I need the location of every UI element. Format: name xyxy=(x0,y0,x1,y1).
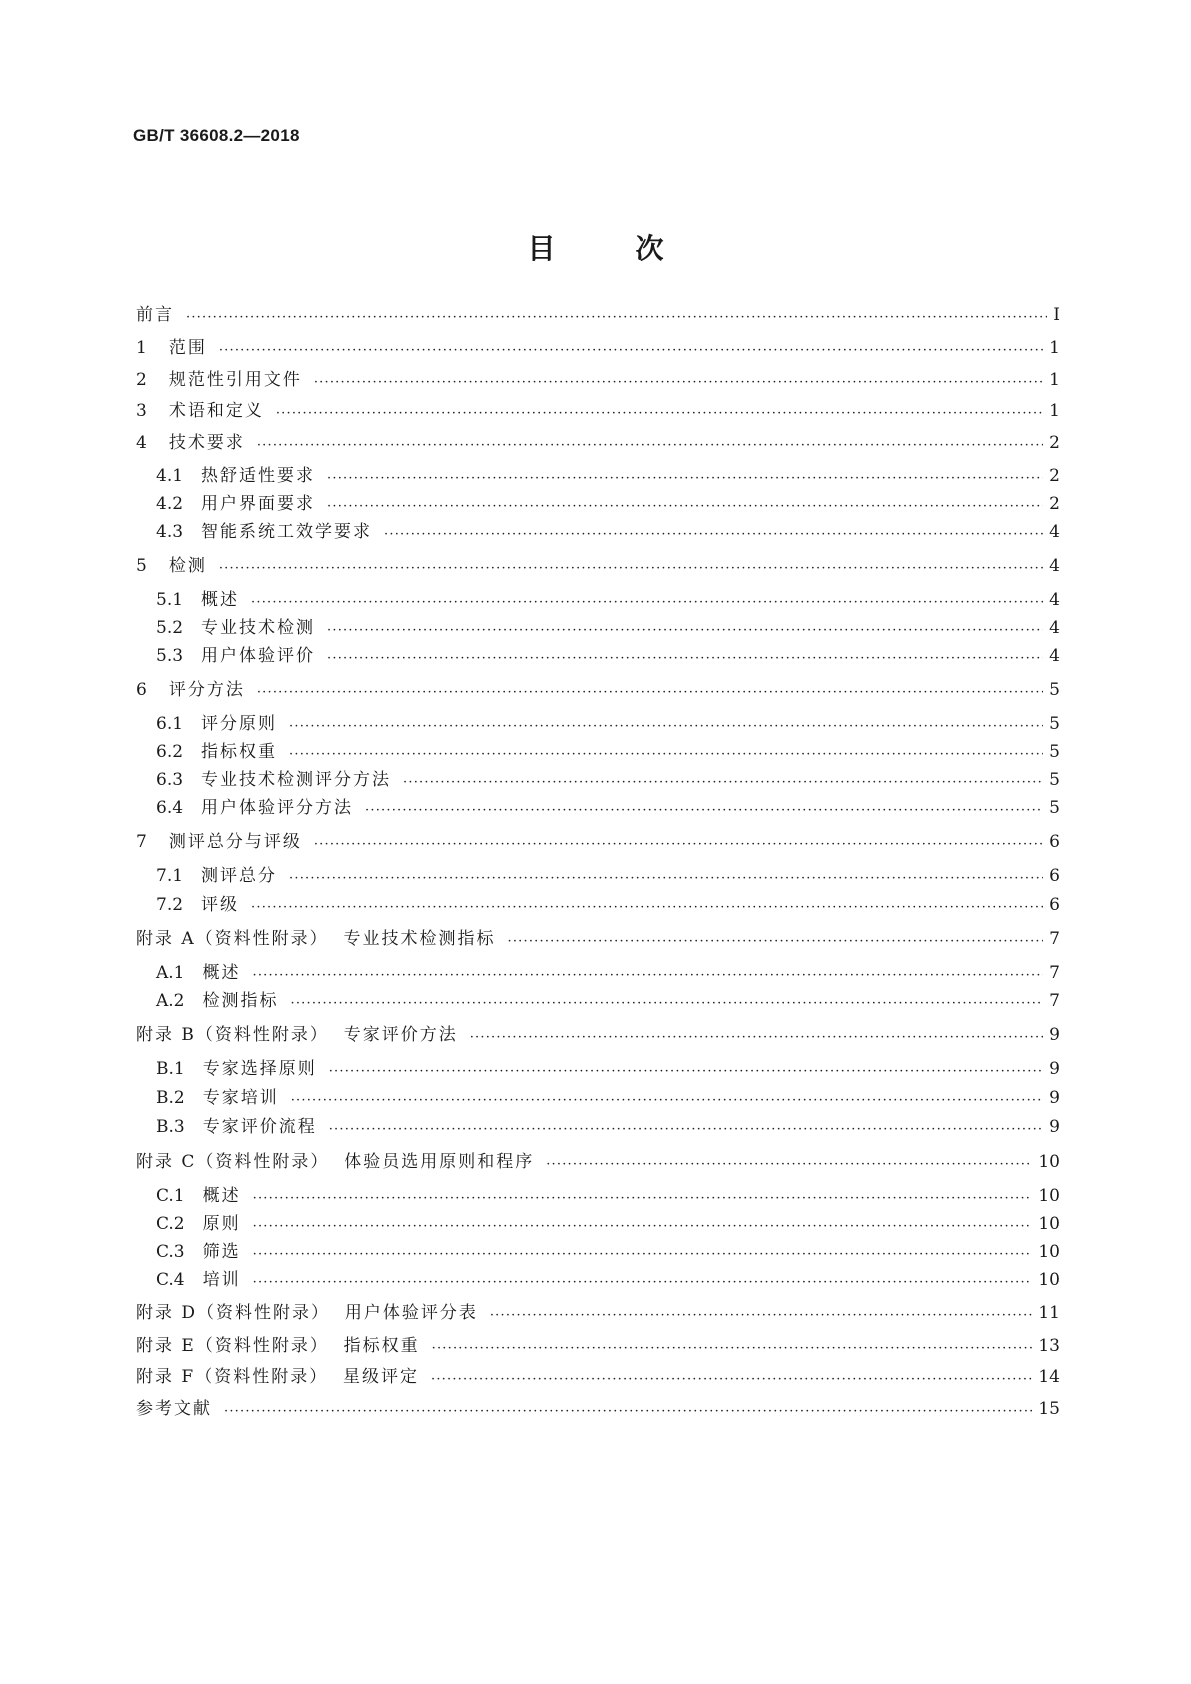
dot-leader xyxy=(546,1157,1032,1173)
toc-entry-label: 概述 xyxy=(201,590,240,610)
toc-entry[interactable] xyxy=(136,1335,1060,1357)
toc-entry-page: 6 xyxy=(1049,895,1060,915)
toc-entry-page: 6 xyxy=(1049,866,1060,886)
toc-entry-number: 4.3 xyxy=(156,522,184,542)
toc-entry-page: 11 xyxy=(1038,1303,1060,1323)
toc-entry-page: 2 xyxy=(1049,433,1060,453)
toc-entry-label: 指标权重 xyxy=(201,742,278,762)
dot-leader xyxy=(291,996,1044,1012)
toc-entry[interactable] xyxy=(156,589,1060,611)
dot-leader xyxy=(186,310,1047,326)
toc-entry-page: 7 xyxy=(1049,991,1060,1011)
dot-leader xyxy=(257,685,1043,701)
toc-entry[interactable] xyxy=(136,369,1060,391)
toc-entry[interactable] xyxy=(156,1269,1060,1291)
toc-entry-number: B.1 xyxy=(156,1059,185,1079)
toc-entry[interactable] xyxy=(156,1116,1060,1138)
toc-entry-number: 6.1 xyxy=(156,714,184,734)
toc-entry-number: 5.1 xyxy=(156,590,184,610)
toc-entry-label: 热舒适性要求 xyxy=(201,466,316,486)
toc-entry-label: 参考文献 xyxy=(136,1399,212,1419)
dot-leader xyxy=(289,871,1043,887)
toc-entry-page: 1 xyxy=(1049,401,1060,421)
dot-leader xyxy=(431,1372,1032,1388)
toc-entry[interactable] xyxy=(156,797,1060,819)
toc-entry[interactable] xyxy=(136,928,1060,950)
toc-entry-number: 6.3 xyxy=(156,770,184,790)
dot-leader xyxy=(219,343,1043,359)
dot-leader xyxy=(490,1308,1033,1324)
toc-entry-label: 专家评价流程 xyxy=(202,1117,317,1137)
toc-entry-page: 10 xyxy=(1038,1242,1060,1262)
toc-entry-page: 1 xyxy=(1049,370,1060,390)
toc-entry-number: 5.3 xyxy=(156,646,184,666)
toc-entry-number: C.4 xyxy=(156,1270,185,1290)
toc-entry-label: 用户体验评价 xyxy=(201,646,316,666)
toc-entry[interactable] xyxy=(156,713,1060,735)
toc-entry-label: 规范性引用文件 xyxy=(168,370,302,390)
toc-entry-number: 7.2 xyxy=(156,895,184,915)
toc-entry[interactable] xyxy=(156,1241,1060,1263)
toc-entry[interactable] xyxy=(136,679,1060,701)
toc-entry-label: 原则 xyxy=(202,1214,241,1234)
toc-entry-number: C.2 xyxy=(156,1214,185,1234)
toc-entry-page: 5 xyxy=(1049,770,1060,790)
toc-entry-label: 范围 xyxy=(168,338,207,358)
toc-entry-label: 附录 A（资料性附录） 专业技术检测指标 xyxy=(136,929,496,949)
toc-entry-number: 5 xyxy=(136,556,147,576)
dot-leader xyxy=(314,375,1043,391)
toc-entry-number: 6 xyxy=(136,680,147,700)
toc-entry-number: 7.1 xyxy=(156,866,184,886)
dot-leader xyxy=(251,595,1043,611)
toc-entry-label: 术语和定义 xyxy=(168,401,264,421)
toc-entry-page: 4 xyxy=(1049,556,1060,576)
standard-code: GB/T 36608.2—2018 xyxy=(133,126,300,145)
toc-entry-page: 10 xyxy=(1038,1214,1060,1234)
toc-entry-label: 附录 B（资料性附录） 专家评价方法 xyxy=(136,1025,458,1045)
toc-entry[interactable] xyxy=(156,617,1060,639)
toc-entry-page: 4 xyxy=(1049,618,1060,638)
toc-entry[interactable] xyxy=(156,465,1060,487)
toc-entry-page: 4 xyxy=(1049,590,1060,610)
toc-entry-page: 13 xyxy=(1038,1336,1060,1356)
dot-leader xyxy=(253,1219,1033,1235)
toc-entry-label: 附录 E（资料性附录） 指标权重 xyxy=(136,1336,420,1356)
toc-entry-number: 7 xyxy=(136,832,147,852)
toc-entry[interactable] xyxy=(156,493,1060,515)
toc-entry-number: 5.2 xyxy=(156,618,184,638)
toc-entry[interactable] xyxy=(156,894,1060,916)
toc-entry-number: A.1 xyxy=(156,963,185,983)
toc-entry-page: 10 xyxy=(1038,1152,1060,1172)
toc-entry-number: B.3 xyxy=(156,1117,185,1137)
dot-leader xyxy=(508,934,1044,950)
toc-entry-label: 概述 xyxy=(202,963,241,983)
dot-leader xyxy=(257,438,1043,454)
toc-entry[interactable] xyxy=(156,865,1060,887)
toc-entry-label: 检测指标 xyxy=(202,991,279,1011)
toc-entry-page: 9 xyxy=(1049,1059,1060,1079)
toc-entry-page: 7 xyxy=(1049,929,1060,949)
dot-leader xyxy=(327,623,1043,639)
toc-entry-number: 1 xyxy=(136,338,147,358)
toc-entry[interactable] xyxy=(136,555,1060,577)
dot-leader xyxy=(253,1275,1033,1291)
toc-entry-label: 用户体验评分方法 xyxy=(201,798,354,818)
dot-leader xyxy=(470,1030,1043,1046)
toc-entry-page: 6 xyxy=(1049,832,1060,852)
toc-entry[interactable] xyxy=(136,1151,1060,1173)
toc-entry[interactable] xyxy=(156,962,1060,984)
toc-entry-number: 3 xyxy=(136,401,147,421)
toc-entry-label: 检测 xyxy=(168,556,207,576)
toc-entry-page: 5 xyxy=(1049,680,1060,700)
toc-entry[interactable] xyxy=(156,1058,1060,1080)
toc-entry-page: 5 xyxy=(1049,742,1060,762)
toc-entry-label: 附录 F（资料性附录） 星级评定 xyxy=(136,1367,420,1387)
dot-leader xyxy=(276,406,1043,422)
toc-entry[interactable] xyxy=(156,769,1060,791)
toc-entry-number: C.3 xyxy=(156,1242,185,1262)
dot-leader xyxy=(384,527,1043,543)
toc-entry-page: 10 xyxy=(1038,1186,1060,1206)
toc-entry-page: 2 xyxy=(1049,494,1060,514)
dot-leader xyxy=(291,1093,1043,1109)
toc-entry[interactable] xyxy=(156,1087,1060,1109)
toc-entry-label: 评级 xyxy=(201,895,240,915)
dot-leader xyxy=(289,747,1043,763)
toc-entry-page: 4 xyxy=(1049,522,1060,542)
toc-entry[interactable] xyxy=(136,1024,1060,1046)
dot-leader xyxy=(327,651,1043,667)
toc-entry-label: 附录 D（资料性附录） 用户体验评分表 xyxy=(136,1303,478,1323)
dot-leader xyxy=(329,1064,1043,1080)
toc-entry-label: 测评总分与评级 xyxy=(168,832,302,852)
dot-leader xyxy=(219,561,1043,577)
toc-entry-page: 1 xyxy=(1049,338,1060,358)
toc-entry-label: 筛选 xyxy=(202,1242,241,1262)
toc-entry[interactable] xyxy=(136,1366,1060,1388)
toc-entry-page: 15 xyxy=(1038,1399,1060,1419)
dot-leader xyxy=(329,1122,1043,1138)
toc-entry-page: 9 xyxy=(1049,1088,1060,1108)
toc-entry-label: 专家培训 xyxy=(202,1088,279,1108)
dot-leader xyxy=(289,719,1043,735)
toc-entry-page: 14 xyxy=(1038,1367,1060,1387)
toc-entry-label: 前言 xyxy=(136,305,174,325)
toc-entry-label: 专家选择原则 xyxy=(202,1059,317,1079)
toc-entry-label: 专业技术检测评分方法 xyxy=(201,770,392,790)
toc-entry-number: C.1 xyxy=(156,1186,185,1206)
toc-entry-page: 10 xyxy=(1038,1270,1060,1290)
toc-entry-label: 评分原则 xyxy=(201,714,278,734)
toc-entry-label: 技术要求 xyxy=(168,433,245,453)
toc-entry-number: A.2 xyxy=(156,991,185,1011)
dot-leader xyxy=(251,900,1043,916)
dot-leader xyxy=(403,775,1043,791)
toc-entry[interactable] xyxy=(156,1185,1060,1207)
toc-entry-number: B.2 xyxy=(156,1088,185,1108)
toc-entry-page: 5 xyxy=(1049,798,1060,818)
page-title: 目次 xyxy=(527,232,744,265)
dot-leader xyxy=(253,1247,1033,1263)
toc-entry-label: 评分方法 xyxy=(168,680,245,700)
toc-entry-number: 4.2 xyxy=(156,494,184,514)
toc-entry-number: 2 xyxy=(136,370,147,390)
toc-entry-label: 培训 xyxy=(202,1270,241,1290)
toc-entry-page: 9 xyxy=(1049,1117,1060,1137)
dot-leader xyxy=(327,471,1043,487)
dot-leader xyxy=(432,1341,1033,1357)
toc-entry-page: 4 xyxy=(1049,646,1060,666)
toc-entry[interactable] xyxy=(156,741,1060,763)
toc-entry[interactable] xyxy=(136,1302,1060,1324)
toc-entry-page: Ⅰ xyxy=(1053,305,1060,325)
toc-entry[interactable] xyxy=(136,337,1060,359)
toc-entry[interactable] xyxy=(156,1213,1060,1235)
dot-leader xyxy=(253,1191,1033,1207)
toc-entry-page: 2 xyxy=(1049,466,1060,486)
toc-entry-label: 测评总分 xyxy=(201,866,278,886)
toc-entry-number: 4.1 xyxy=(156,466,184,486)
toc-entry[interactable] xyxy=(136,304,1060,326)
toc-entry[interactable] xyxy=(136,400,1060,422)
toc-entry[interactable] xyxy=(156,990,1060,1012)
toc-entry-page: 7 xyxy=(1049,963,1060,983)
toc-entry-label: 专业技术检测 xyxy=(201,618,316,638)
toc-entry-number: 6.2 xyxy=(156,742,184,762)
dot-leader xyxy=(365,803,1043,819)
toc-entry-label: 智能系统工效学要求 xyxy=(201,522,373,542)
dot-leader xyxy=(327,499,1043,515)
toc-entry-number: 6.4 xyxy=(156,798,184,818)
dot-leader xyxy=(314,837,1043,853)
toc-entry-page: 5 xyxy=(1049,714,1060,734)
dot-leader xyxy=(224,1404,1032,1420)
toc-entry-number: 4 xyxy=(136,433,147,453)
toc-entry-label: 用户界面要求 xyxy=(201,494,316,514)
toc-entry[interactable] xyxy=(136,831,1060,853)
toc-entry[interactable] xyxy=(136,432,1060,454)
toc-entry[interactable] xyxy=(156,645,1060,667)
toc-entry-label: 概述 xyxy=(202,1186,241,1206)
toc-entry-page: 9 xyxy=(1049,1025,1060,1045)
toc-entry[interactable] xyxy=(136,1398,1060,1420)
toc-entry[interactable] xyxy=(156,521,1060,543)
dot-leader xyxy=(253,968,1044,984)
toc-entry-label: 附录 C（资料性附录） 体验员选用原则和程序 xyxy=(136,1152,535,1172)
